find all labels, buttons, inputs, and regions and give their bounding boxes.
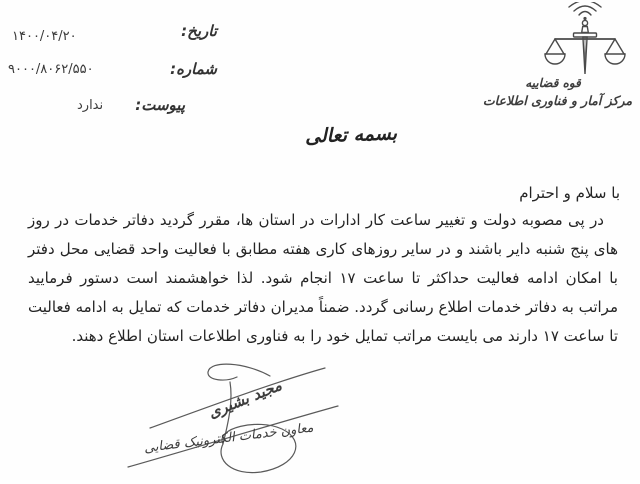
- date-value: ۱۴۰۰/۰۴/۲۰: [12, 29, 77, 44]
- attachment-label: پیوست:: [135, 96, 185, 114]
- org-subtitle: مرکز آمار و فناوری اطلاعات: [482, 93, 633, 108]
- judiciary-scales-emblem-icon: [537, 2, 633, 76]
- greeting-line: با سلام و احترام: [519, 184, 620, 202]
- attachment-value: ندارد: [77, 98, 104, 113]
- number-value: ۹۰۰۰/۸۰۶۲/۵۵۰: [8, 62, 94, 77]
- body-paragraph: در پی مصوبه دولت و تغییر ساعت کار ادارات در استان ها، مقرر گردید دفاتر خدمات در روز های پنج شنبه دایر باشند و در سایر روزهای کاری هفته مطابق با فعالیت واحد قضایی محل دفتر با امکان ادامه فعالیت حداکثر تا ساعت ۱۷ انجام شود. لذا خواهشمند است دستور فرمایید مراتب به دفاتر خدمات اطلاع رسانی گردد. ضمناً مدیران دفاتر خدمات که تمایل به ادامه فعالیت تا ساعت ۱۷ دارند می بایست مراتب تمایل خود را به فناوری اطلاعات استان اطلاع دهند.: [28, 211, 618, 345]
- signatory-name: مجید بشیری: [205, 376, 285, 422]
- signatory-title: معاون خدمات الکترونیک قضایی: [143, 420, 315, 457]
- number-label: شماره:: [170, 60, 217, 78]
- signature-scrawl-icon: [110, 358, 350, 480]
- org-name: قوه قضاییه: [525, 76, 581, 90]
- besmellah-heading: بسمه تعالی: [304, 122, 398, 148]
- date-label: تاریخ:: [181, 22, 217, 40]
